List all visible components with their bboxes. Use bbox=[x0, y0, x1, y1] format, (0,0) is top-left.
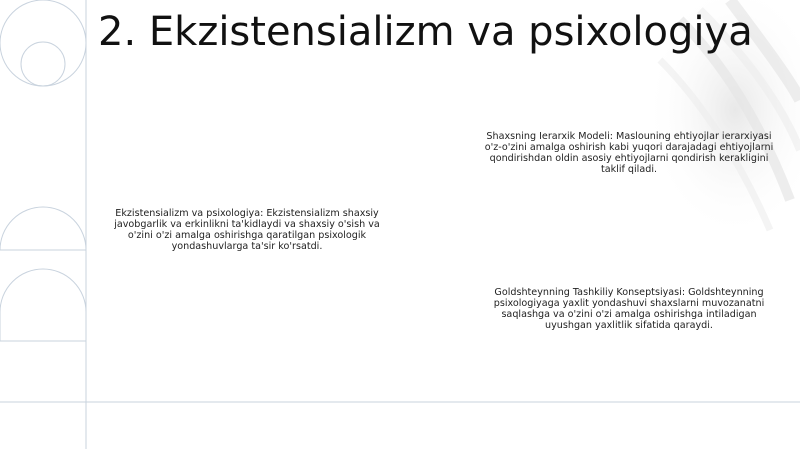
slide-title: 2. Ekzistensializm va psixologiya bbox=[98, 9, 753, 55]
upper-arch bbox=[0, 207, 86, 250]
lower-arch bbox=[0, 269, 86, 341]
outer-circle bbox=[0, 0, 86, 86]
inner-circle bbox=[21, 42, 65, 86]
existentialism-paragraph: Ekzistensializm va psixologiya: Ekzistensializm shaxsiy javobgarlik va erkinlikni ta'kidlaydi va shaxsiy o'sish va o'zini o'zi amalga oshirishga qaratilgan psixologik yondashuvlarga ta'sir ko'rsatdi. bbox=[114, 208, 380, 252]
goldstein-concept-paragraph: Goldshteynning Tashkiliy Konseptsiyasi: Goldshteynning psixologiyaga yaxlit yondashuvi shaxslarni muvozanatni saqlashga va o'zini o'zi amalga oshirishga intiladigan uyushgan yaxlitlik sifatida qaraydi. bbox=[493, 287, 765, 331]
hierarchy-model-paragraph: Shaxsning Ierarxik Modeli: Maslouning ehtiyojlar ierarxiyasi o'z-o'zini amalga oshirish kabi yuqori darajadagi ehtiyojlarni qondirishdan oldin asosiy ehtiyojlarni qondirish kerakligini taklif qiladi. bbox=[484, 131, 774, 175]
